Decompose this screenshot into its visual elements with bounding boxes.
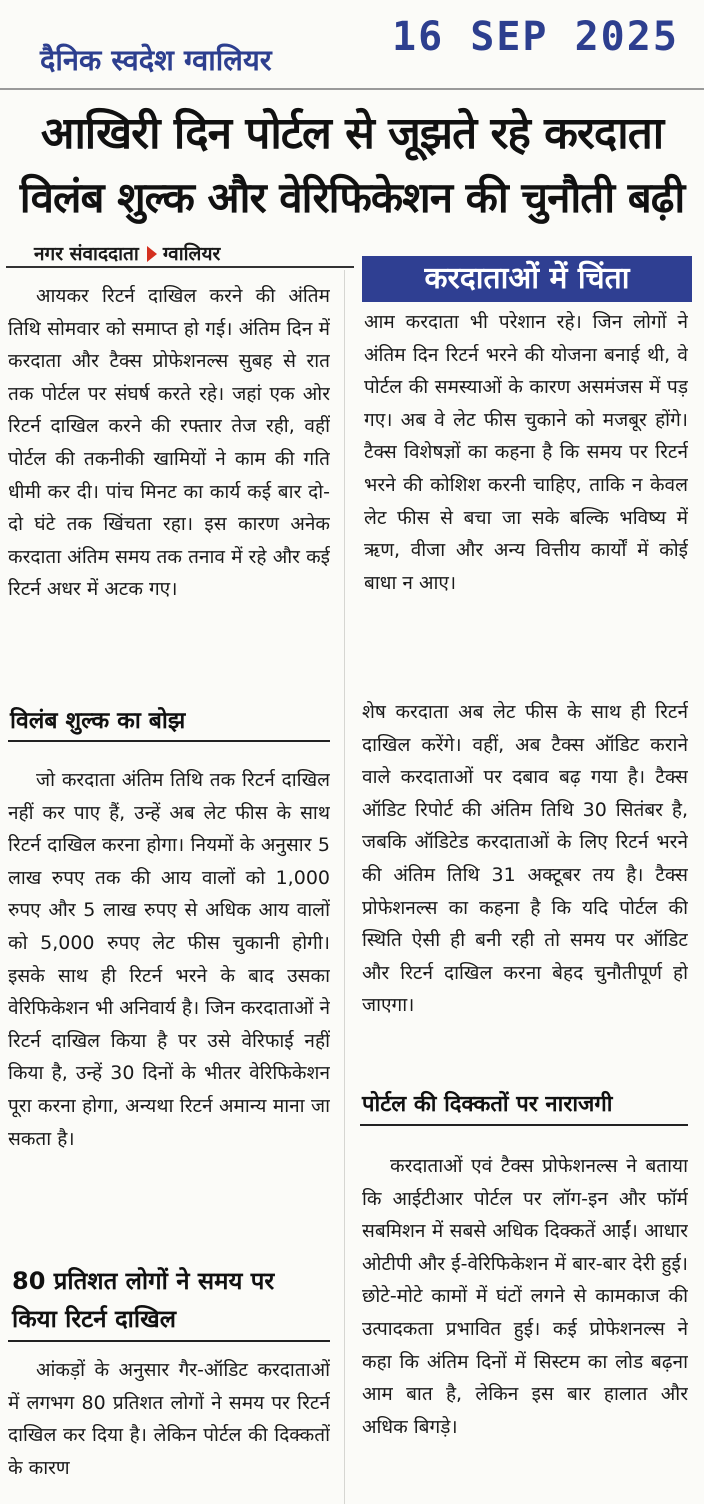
masthead [0, 0, 704, 90]
byline-divider [6, 266, 354, 268]
continuation-text: शेष करदाता अब लेट फीस के साथ ही रिटर्न दाखिल करेंगे। वहीं, अब टैक्स ऑडिट कराने वाले करदाताओं पर दबाव बढ़ गया है। टैक्स ऑडिट रिपोर्ट की अंतिम तिथि 30 सितंबर है, जबकि ऑडिटेड करदाताओं के लिए रिटर्न भरने की अंतिम तिथि 31 अक्टूबर तय है। टैक्स प्रोफेशनल्स का कहना है कि यदि पोर्टल की स्थिति ऐसी ही बनी रही तो समय पर ऑडिट और रिटर्न दाखिल करना बेहद चुनौतीपूर्ण हो जाएगा। [362, 701, 688, 1017]
late-fee-paragraph [8, 764, 330, 1244]
eighty-percent-paragraph [8, 1354, 330, 1504]
portal-issues-paragraph [362, 1150, 688, 1504]
headline-sub: विलंब शुल्क और वेरिफिकेशन की चुनौती बढ़ी [19, 173, 685, 222]
headline-main: आखिरी दिन पोर्टल से जूझते रहे करदाता [40, 108, 664, 159]
portal-issues-heading-underline [360, 1124, 688, 1126]
date-stamp: 16 SEP 2025 [392, 14, 679, 60]
portal-issues-text: करदाताओं एवं टैक्स प्रोफेशनल्स ने बताया कि आईटीआर पोर्टल पर लॉग-इन और फॉर्म सबमिशन में सबसे अधिक दिक्कतें आईं। आधार ओटीपी और ई-वेरिफिकेशन में बार-बार देरी हुई। छोटे-मोटे कामों में घंटों लगने से कामकाज की उत्पादकता प्रभावित हुई। कई प्रोफेशनल्स ने कहा कि अंतिम दिनों में सिस्टम का लोड बढ़ना आम बात है, लेकिन इस बार हालात और अधिक बिगड़े। [362, 1155, 688, 1438]
eighty-percent-text: आंकड़ों के अनुसार गैर-ऑडिट करदाताओं में लगभग 80 प्रतिशत लोगों ने समय पर रिटर्न दाखिल कर दिया है। लेकिन पोर्टल की दिक्कतों के कारण [8, 1359, 330, 1479]
intro-paragraph [8, 280, 330, 690]
eighty-percent-heading-line2: किया रिटर्न दाखिल [12, 1305, 177, 1333]
byline-reporter: नगर संवाददाता [34, 243, 139, 265]
column-divider [344, 270, 345, 1504]
late-fee-heading: विलंब शुल्क का बोझ [10, 708, 186, 734]
eighty-percent-heading-line1: 80 प्रतिशत लोगों ने समय पर [12, 1267, 275, 1295]
worry-box-paragraph [364, 306, 688, 666]
late-fee-heading-underline [8, 740, 330, 742]
worry-box-title: करदाताओं में चिंता [362, 256, 692, 302]
continuation-paragraph [362, 696, 688, 1086]
worry-box-text: आम करदाता भी परेशान रहे। जिन लोगों ने अंतिम दिन रिटर्न भरने की योजना बनाई थी, वे पोर्टल की समस्याओं के कारण असमंजस में पड़ गए। अब वे लेट फीस चुकाने को मजबूर होंगे। टैक्स विशेषज्ञों का कहना है कि समय पर रिटर्न भरने की कोशिश करनी चाहिए, ताकि न केवल लेट फीस से बचा जा सके बल्कि भविष्य में ऋण, वीजा और अन्य वित्तीय कार्यों में कोई बाधा न आए। [364, 311, 688, 594]
late-fee-text: जो करदाता अंतिम तिथि तक रिटर्न दाखिल नहीं कर पाए हैं, उन्हें अब लेट फीस के साथ रिटर्न दाखिल करना होगा। नियमों के अनुसार 5 लाख रुपए तक की आय वालों को 1,000 रुपए और 5 लाख रुपए से अधिक आय वालों को 5,000 रुपए लेट फीस चुकानी होगी। इसके साथ ही रिटर्न भरने के बाद उसका वेरिफिकेशन भी अनिवार्य है। जिन करदाताओं ने रिटर्न दाखिल किया है पर उसे वेरिफाई नहीं किया है, उन्हें 30 दिनों के भीतर वेरिफिकेशन पूरा करना होगा, अन्यथा रिटर्न अमान्य माना जा सकता है। [8, 769, 330, 1150]
masthead-divider [0, 88, 704, 90]
newspaper-name: दैनिक स्वदेश ग्वालियर [40, 43, 272, 77]
byline-city: ग्वालियर [162, 243, 221, 265]
intro-text: आयकर रिटर्न दाखिल करने की अंतिम तिथि सोमवार को समाप्त हो गई। अंतिम दिन में करदाता और टैक्स प्रोफेशनल्स सुबह से रात तक पोर्टल पर संघर्ष करते रहे। जहां एक ओर रिटर्न दाखिल करने की रफ्तार तेज रही, वहीं पोर्टल की तकनीकी खामियों ने काम की गति धीमी कर दी। पांच मिनट का कार्य कई बार दो-दो घंटे तक खिंचता रहा। इस कारण अनेक करदाता अंतिम समय तक तनाव में रहे और कई रिटर्न अधर में अटक गए। [8, 285, 330, 601]
play-arrow-icon [147, 246, 157, 262]
eighty-percent-heading-underline [8, 1340, 330, 1342]
portal-issues-heading: पोर्टल की दिक्कतों पर नाराजगी [362, 1092, 613, 1117]
byline [34, 240, 344, 268]
